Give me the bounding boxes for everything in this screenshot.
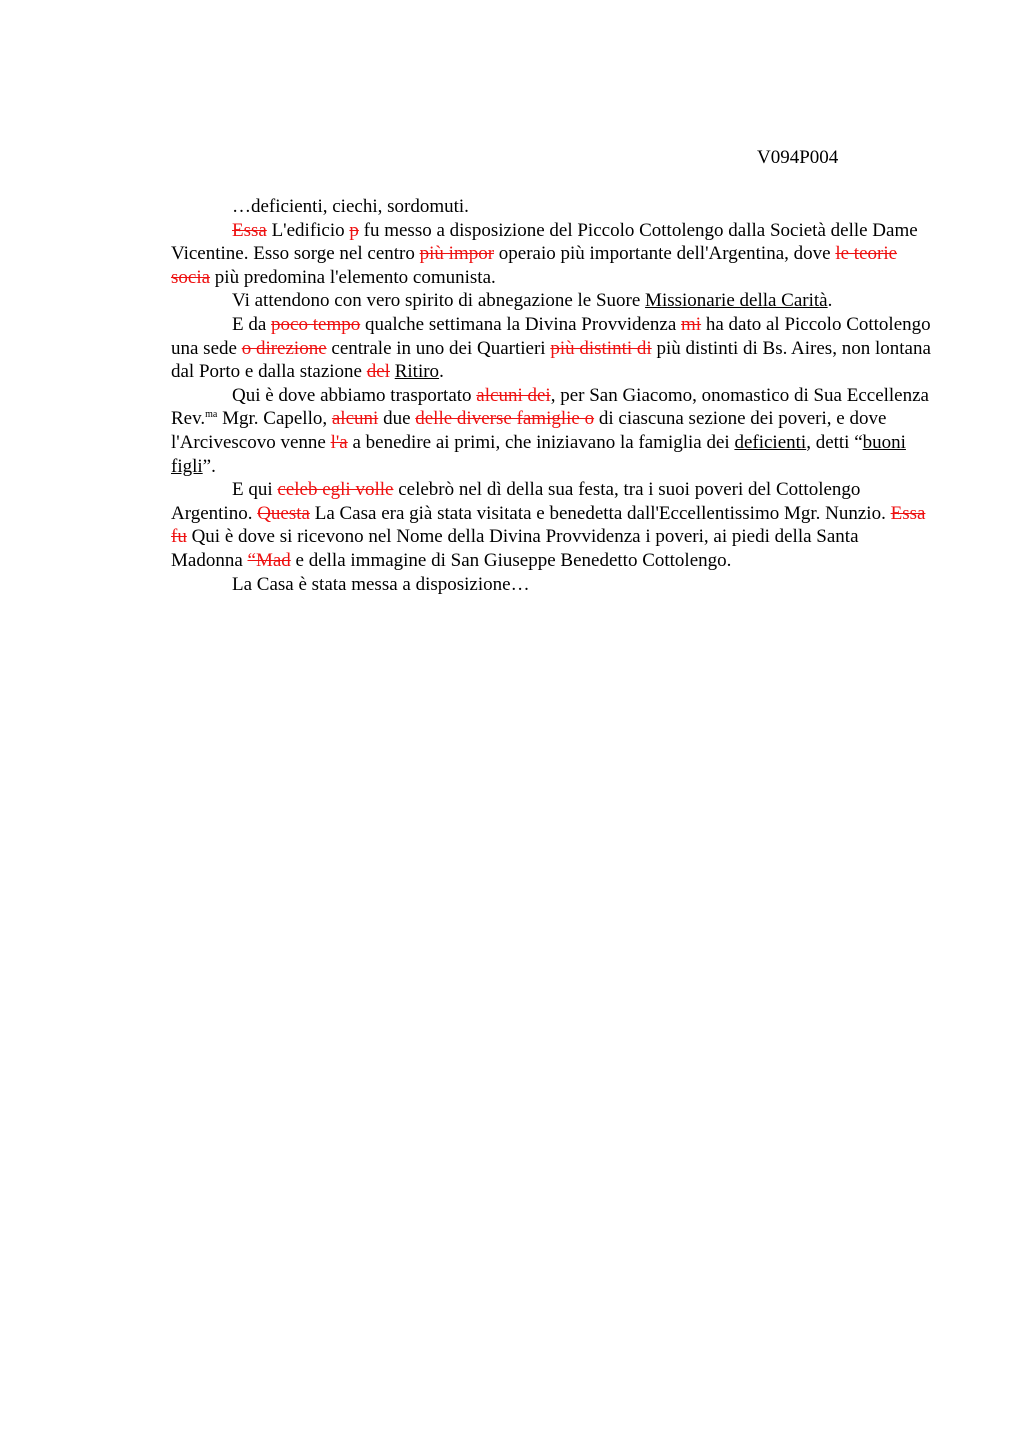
text-run: …deficienti, ciechi, sordomuti.: [232, 196, 469, 217]
superscript-text: ma: [205, 409, 218, 421]
deleted-text: mi: [681, 313, 702, 335]
text-run: E da: [232, 313, 272, 335]
text-run: L'edificio: [266, 219, 350, 241]
underlined-text: buoni figli: [171, 431, 906, 477]
paragraph: [171, 289, 931, 313]
deleted-text: delle diverse famiglie o: [415, 408, 595, 430]
deleted-text: p: [349, 219, 359, 241]
text-run: Qui è dove si ricevono nel Nome della Divina Provvidenza i poveri, ai piedi della Santa Madonna: [171, 526, 859, 571]
paragraph: [171, 384, 931, 478]
text-run: La Casa è stata messa a disposizione…: [232, 573, 530, 595]
text-run: centrale in uno dei Quartieri: [326, 337, 551, 359]
text-run: e della immagine di San Giuseppe Benedetto Cottolengo.: [290, 549, 732, 571]
text-run: Qui è dove abbiamo trasportato: [232, 384, 477, 406]
deleted-text: celeb egli volle: [277, 479, 394, 501]
text-run: La Casa era già stata visitata e benedetta dall'Eccellentissimo Mgr. Nunzio.: [309, 502, 891, 524]
text-run: Mgr. Capello,: [217, 408, 332, 430]
text-run: qualche settimana la Divina Provvidenza: [360, 313, 682, 335]
deleted-text: poco tempo: [271, 313, 361, 335]
text-run: ”.: [202, 455, 216, 477]
paragraph: [171, 219, 931, 290]
text-run: più distinti di Bs. Aires, non lontana dal Porto e dalla stazione: [171, 337, 931, 383]
text-run: .: [827, 290, 833, 312]
deleted-text: “Mad: [247, 549, 291, 571]
paragraph: [171, 573, 931, 597]
deleted-text: l'a: [330, 431, 348, 453]
underlined-text: deficienti: [734, 431, 807, 453]
text-run: celebrò nel dì della sua festa, tra i suoi poveri del Cottolengo Argentino.: [171, 479, 861, 524]
underlined-text: Missionarie della Carità: [645, 290, 828, 312]
paragraph: [171, 478, 931, 572]
text-run: Vi attendono con vero spirito di abnegazione le Suore: [232, 290, 646, 312]
text-run: di ciascuna sezione dei poveri, e dove l'Arcivescovo venne: [171, 408, 887, 453]
deleted-text: alcuni: [331, 408, 379, 430]
text-run: fu messo a disposizione del Piccolo Cottolengo dalla Società delle Dame Vicentine. Esso sorge nel centro: [171, 219, 918, 265]
paragraph: [171, 313, 931, 384]
deleted-text: più impor: [419, 243, 495, 265]
document-code: V094P004: [757, 147, 839, 168]
deleted-text: Essa: [232, 219, 267, 241]
deleted-text: Essa fu: [171, 502, 926, 548]
deleted-text: le teorie socia: [171, 243, 898, 288]
paragraph: [171, 195, 931, 219]
text-run: , per San Giacomo, onomastico di Sua Eccellenza Rev.: [171, 384, 929, 430]
text-run: due: [378, 408, 416, 430]
deleted-text: o direzione: [241, 337, 327, 359]
deleted-text: Questa: [257, 502, 310, 524]
deleted-text: alcuni dei: [476, 384, 551, 406]
text-run: operaio più importante dell'Argentina, dove: [494, 243, 836, 265]
text-run: E qui: [232, 479, 278, 501]
text-run: .: [439, 361, 444, 383]
text-run: ha dato al Piccolo Cottolengo una sede: [171, 313, 931, 359]
text-run: più predomina l'elemento comunista.: [210, 266, 496, 288]
deleted-text: più distinti di: [550, 337, 652, 359]
text-run: , detti “: [806, 431, 863, 453]
deleted-text: del: [366, 361, 390, 383]
document-body: [171, 195, 931, 596]
text-run: a benedire ai primi, che iniziavano la famiglia dei: [347, 431, 735, 453]
underlined-text: Ritiro: [394, 361, 440, 383]
